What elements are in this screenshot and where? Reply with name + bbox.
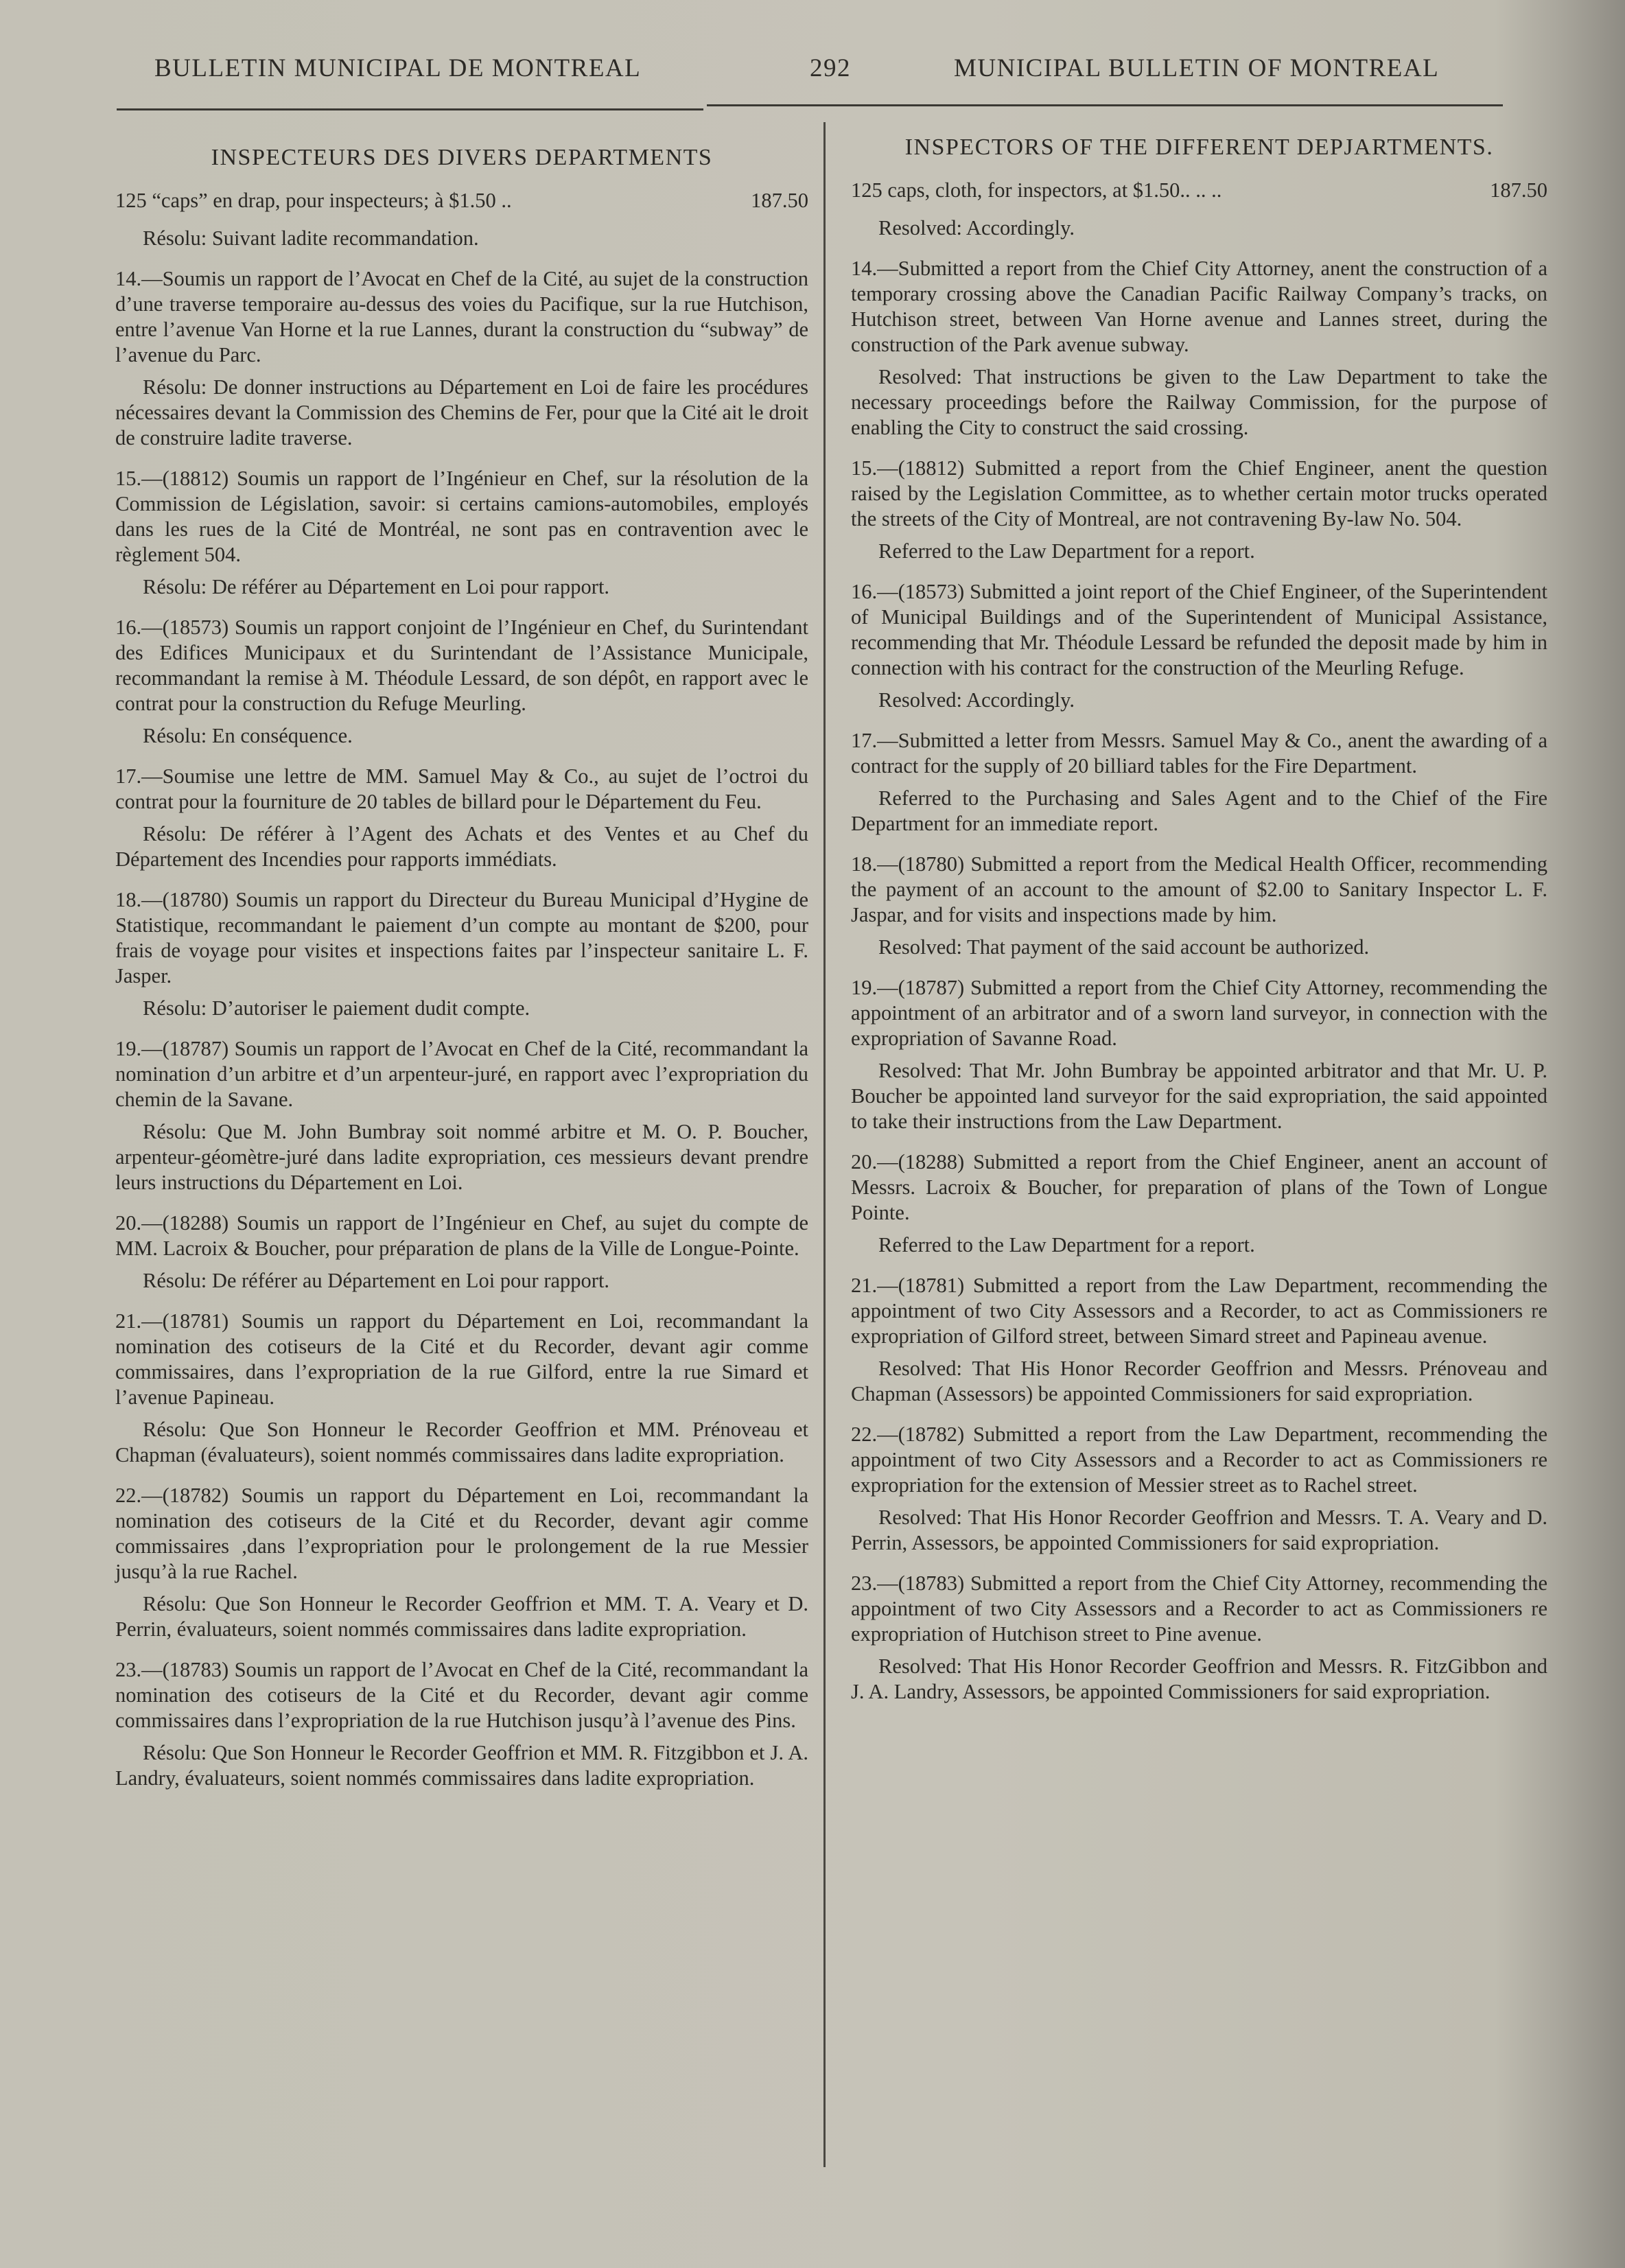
page-number: 292	[810, 54, 851, 82]
french-paragraphs	[115, 226, 808, 1791]
header-rule-left	[117, 108, 703, 110]
report-paragraph: 16.—(18573) Submitted a joint report of the Chief Engineer, of the Superintendent of Municipal Buildings and of the Superintendent of Municipal Assistance, recommending that Mr. Théodule Lessard be refunded the deposit made by him in connection with his contract for the construction of the Meurling Refuge.	[851, 580, 1547, 679]
english-item-line	[851, 178, 1547, 203]
resolution-paragraph: Referred to the Law Department for a report.	[878, 539, 1255, 563]
french-section-title: INSPECTEURS DES DIVERS DEPARTMENTS	[211, 145, 713, 170]
resolution-paragraph: Resolved: That payment of the said account be authorized.	[878, 935, 1370, 959]
resolution-paragraph: Résolu: Que Son Honneur le Recorder Geoffrion et MM. Prénoveau et Chapman (évaluateurs), soient nommés commissaires dans ladite expropriation.	[115, 1418, 808, 1466]
report-paragraph: 18.—(18780) Soumis un rapport du Directeur du Bureau Municipal d’Hygine de Statistique, recommandant le paiement d’un compte au montant de $200, pour frais de voyage pour visites et inspections faites par l’inspecteur sanitaire L. F. Jasper.	[115, 888, 808, 987]
english-item-text: 125 caps, cloth, for inspectors, at $1.50.. .. ..	[851, 178, 1222, 202]
french-item-amount: 187.50	[751, 189, 808, 212]
french-column	[115, 144, 808, 1806]
header-rule-right	[707, 104, 1503, 106]
report-paragraph: 22.—(18782) Soumis un rapport du Département en Loi, recommandant la nomination des cotiseurs de la Cité et du Recorder, devant agir comme commissaires ,dans l’expropriation pour le prolongement de la rue Messier jusqu’à la rue Rachel.	[115, 1484, 808, 1583]
column-divider	[823, 122, 826, 2167]
report-paragraph: 17.—Soumise une lettre de MM. Samuel May & Co., au sujet de l’octroi du contrat pour la fourniture de 20 tables de billard pour le Département du Feu.	[115, 764, 808, 813]
report-paragraph: 21.—(18781) Submitted a report from the Law Department, recommending the appointment of two City Assessors and a Recorder, to act as Commissioners re expropriation of Gilford street, between Simard street and Papineau avenue.	[851, 1274, 1547, 1348]
resolution-paragraph: Résolu: Suivant ladite recommandation.	[143, 226, 479, 250]
report-paragraph: 22.—(18782) Submitted a report from the Law Department, recommending the appointment of two City Assessors and a Recorder to act as Commissioners re expropriation for the extension of Messier street as to Rachel street.	[851, 1423, 1547, 1497]
resolution-paragraph: Résolu: De donner instructions au Département en Loi de faire les procédures nécessaires devant la Commission des Chemins de Fer, pour que la Cité ait le droit de construire ladite traverse.	[115, 375, 808, 449]
resolution-paragraph: Referred to the Purchasing and Sales Agent and to the Chief of the Fire Department for an immediate report.	[851, 786, 1547, 835]
report-paragraph: 20.—(18288) Soumis un rapport de l’Ingénieur en Chef, au sujet du compte de MM. Lacroix & Boucher, pour préparation de plans de la Ville de Longue-Pointe.	[115, 1211, 808, 1260]
report-paragraph: 19.—(18787) Submitted a report from the Chief City Attorney, recommending the appointment of an arbitrator and of a sworn land surveyor, in connection with the expropriation of Savanne Road.	[851, 976, 1547, 1050]
resolution-paragraph: Resolved: That Mr. John Bumbray be appointed arbitrator and that Mr. U. P. Boucher be appointed land surveyor for the said expropriation, the said appointed to take their instructions from the Law Department.	[851, 1059, 1547, 1133]
report-paragraph: 16.—(18573) Soumis un rapport conjoint de l’Ingénieur en Chef, du Surintendant des Edifices Municipaux et du Surintendant de l’Assistance Municipale, recommandant la remise à M. Théodule Lessard, de son dépôt, en rapport avec le contrat pour la construction du Refuge Meurling.	[115, 616, 808, 715]
report-paragraph: 23.—(18783) Submitted a report from the Chief City Attorney, recommending the appointment of two City Assessors and a Recorder to act as Commissioners re expropriation of Hutchison street to Pine avenue.	[851, 1571, 1547, 1646]
report-paragraph: 20.—(18288) Submitted a report from the Chief Engineer, anent an account of Messrs. Lacroix & Boucher, for preparation of plans of the Town of Longue Pointe.	[851, 1150, 1547, 1224]
resolution-paragraph: Résolu: Que Son Honneur le Recorder Geoffrion et MM. R. Fitzgibbon et J. A. Landry, évaluateurs, soient nommés commissaires dans ladite expropriation.	[115, 1741, 808, 1790]
resolution-paragraph: Résolu: Que Son Honneur le Recorder Geoffrion et MM. T. A. Veary et D. Perrin, évaluateurs, soient nommés commissaires dans ladite expropriation.	[115, 1592, 808, 1641]
resolution-paragraph: Resolved: Accordingly.	[878, 216, 1075, 239]
english-section-title: INSPECTORS OF THE DIFFERENT DEPJARTMENTS.	[904, 135, 1494, 160]
header-french-title: BULLETIN MUNICIPAL DE MONTREAL	[154, 54, 642, 82]
resolution-paragraph: Résolu: D’autoriser le paiement dudit compte.	[143, 996, 530, 1020]
english-column	[851, 134, 1547, 1720]
report-paragraph: 21.—(18781) Soumis un rapport du Département en Loi, recommandant la nomination des cotiseurs de la Cité et du Recorder, devant agir comme commissaires, dans l’expropriation de la rue Gilford, entre la rue Simard et l’avenue Papineau.	[115, 1309, 808, 1409]
french-item-text: 125 “caps” en drap, pour inspecteurs; à $1.50 ..	[115, 189, 512, 212]
report-paragraph: 15.—(18812) Soumis un rapport de l’Ingénieur en Chef, sur la résolution de la Commission de Législation, savoir: si certains camions-automobiles, employés dans les rues de la Cité de Montréal, ne sont pas en contravention avec le règlement 504.	[115, 467, 808, 566]
report-paragraph: 23.—(18783) Soumis un rapport de l’Avocat en Chef de la Cité, recommandant la nomination des cotiseurs de la Cité et du Recorder, devant agir comme commissaires dans l’expropriation de la rue Hutchison jusqu’à l’avenue des Pins.	[115, 1658, 808, 1732]
resolution-paragraph: Resolved: That instructions be given to the Law Department to take the necessary proceedings before the Railway Commission, for the purpose of enabling the City to construct the said crossing.	[851, 365, 1547, 439]
resolution-paragraph: Referred to the Law Department for a report.	[878, 1233, 1255, 1256]
resolution-paragraph: Resolved: Accordingly.	[878, 688, 1075, 712]
resolution-paragraph: Résolu: De référer au Département en Loi pour rapport.	[143, 1269, 610, 1292]
resolution-paragraph: Résolu: De référer à l’Agent des Achats et des Ventes et au Chef du Département des Incendies pour rapports immédiats.	[115, 822, 808, 871]
report-paragraph: 18.—(18780) Submitted a report from the Medical Health Officer, recommending the payment of an account to the amount of $2.00 to Sanitary Inspector L. F. Jaspar, and for visits and inspections made by him.	[851, 852, 1547, 926]
english-item-amount: 187.50	[1490, 178, 1547, 202]
report-paragraph: 17.—Submitted a letter from Messrs. Samuel May & Co., anent the awarding of a contract for the supply of 20 billiard tables for the Fire Department.	[851, 729, 1547, 778]
report-paragraph: 14.—Soumis un rapport de l’Avocat en Chef de la Cité, au sujet de la construction d’une traverse temporaire au-dessus des voies du Pacifique, sur la rue Hutchison, entre l’avenue Van Horne et la rue Lannes, durant la construction du “subway” de l’avenue du Parc.	[115, 267, 808, 366]
french-item-line	[115, 188, 808, 213]
report-paragraph: 14.—Submitted a report from the Chief City Attorney, anent the construction of a temporary crossing above the Canadian Pacific Railway Company’s tracks, on Hutchison street, between Van Horne avenue and Lannes street, during the construction of the Park avenue subway.	[851, 257, 1547, 356]
report-paragraph: 19.—(18787) Soumis un rapport de l’Avocat en Chef de la Cité, recommandant la nomination d’un arbitre et d’un arpenteur-juré, en rapport avec l’expropriation du chemin de la Savane.	[115, 1037, 808, 1111]
resolution-paragraph: Resolved: That His Honor Recorder Geoffrion and Messrs. R. FitzGibbon and J. A. Landry, Assessors, be appointed Commissioners for said expropriation.	[851, 1655, 1547, 1703]
english-paragraphs	[851, 215, 1547, 1705]
resolution-paragraph: Résolu: En conséquence.	[143, 724, 353, 747]
resolution-paragraph: Resolved: That His Honor Recorder Geoffrion and Messrs. Prénoveau and Chapman (Assessors) be appointed Commissioners for said expropriation.	[851, 1357, 1547, 1405]
resolution-paragraph: Resolved: That His Honor Recorder Geoffrion and Messrs. T. A. Veary and D. Perrin, Assessors, be appointed Commissioners for said expropriation.	[851, 1506, 1547, 1554]
resolution-paragraph: Résolu: De référer au Département en Loi pour rapport.	[143, 575, 610, 598]
report-paragraph: 15.—(18812) Submitted a report from the Chief Engineer, anent the question raised by the Legislation Committee, as to whether certain motor trucks operated the streets of the City of Montreal, are not contravening By-law No. 504.	[851, 456, 1547, 530]
resolution-paragraph: Résolu: Que M. John Bumbray soit nommé arbitre et M. O. P. Boucher, arpenteur-géomètre-juré dans ladite expropriation, ces messieurs devant prendre leurs instructions du Département en Loi.	[115, 1120, 808, 1194]
header-english-title: MUNICIPAL BULLETIN OF MONTREAL	[954, 54, 1440, 82]
